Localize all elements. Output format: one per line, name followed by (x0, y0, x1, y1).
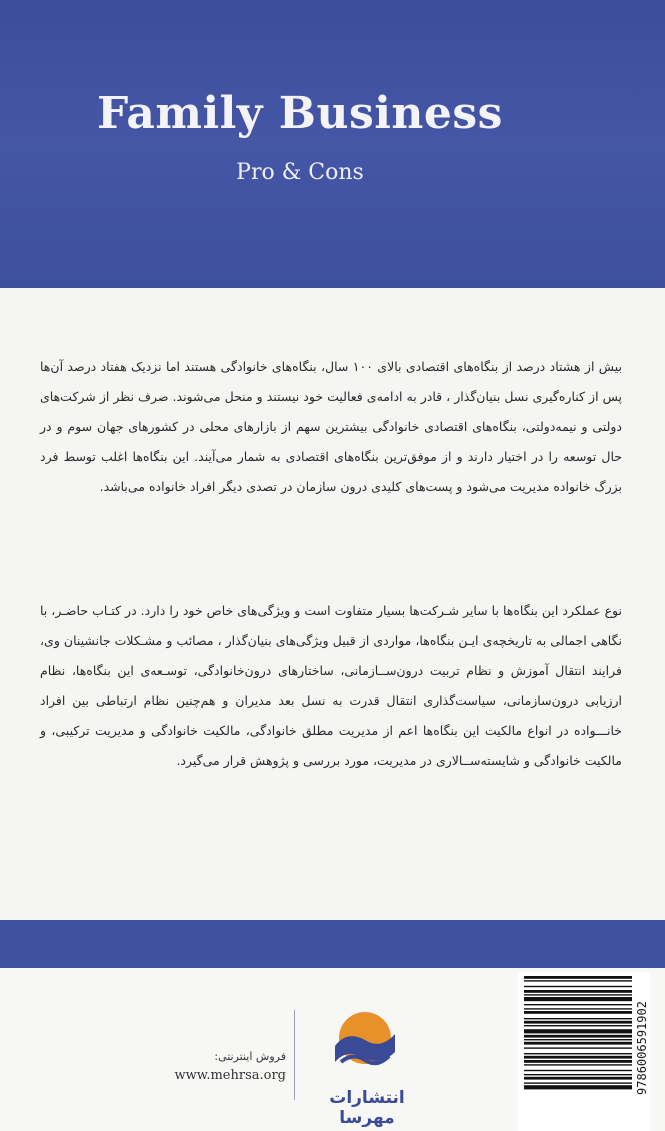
barcode-bar (524, 976, 632, 979)
barcode-bar (524, 1004, 632, 1005)
barcode-bar (524, 1021, 632, 1024)
barcode-bar (524, 1047, 632, 1048)
blurb-paragraph-1: بیش از هشتاد درصد از بنگاه‌های اقتصادی بالای ۱۰۰ سال، بنگاه‌های خانوادگی هستند اما نزدیک هفتاد درصد آن‌ها پس از کناره‌گیری نسل بنیان‌گذار ، قادر به ادامه‌ی فعالیت خود نیستند و منحل می‌شوند. صرف نظر از شرکت‌های دولتی و نیمه‌دولتی، بنگاه‌های اقتصادی خانوادگی بیشترین سهم از بازارهای محلی در کشورهای جهان سوم و در حال توسعه را در اختیار دارند و از موفق‌ترین بنگاه‌های اقتصادی به شمار می‌آیند. این بنگاه‌ها اغلب توسط فرد بزرگ خانواده مدیریت می‌شود و پست‌های کلیدی درون سازمان در تصدی دیگر افراد خانواده می‌باشد. (40, 359, 622, 494)
barcode-bar (524, 1029, 632, 1033)
publisher-website: www.mehrsa.org (174, 1068, 286, 1083)
barcode-bar (524, 990, 632, 993)
cover-blue-strip (0, 920, 665, 968)
barcode-bar (524, 1064, 632, 1065)
barcode-bar (524, 1053, 632, 1054)
barcode-bar (524, 1082, 632, 1083)
barcode-bar (524, 1077, 632, 1080)
barcode-bars (518, 972, 636, 1131)
cover-top-band (0, 0, 665, 288)
barcode-bar (524, 997, 632, 1001)
barcode-bar (524, 986, 632, 987)
barcode-bar (524, 1085, 632, 1089)
book-subtitle: Pro & Cons (236, 160, 364, 185)
barcode-bar (524, 1042, 632, 1045)
barcode (518, 972, 650, 1131)
barcode-number: 9786006591902 (635, 1001, 649, 1095)
barcode-bar (524, 1018, 632, 1019)
barcode-bar (524, 1070, 632, 1071)
barcode-bar (524, 1039, 632, 1040)
barcode-bar (524, 1008, 632, 1009)
footer-divider (294, 1010, 295, 1100)
barcode-bar (524, 1035, 632, 1038)
barcode-bar (524, 1011, 632, 1014)
barcode-bar (524, 1060, 632, 1063)
barcode-bar (524, 1056, 632, 1059)
barcode-bar (524, 1074, 632, 1075)
book-title: Family Business (97, 88, 503, 139)
barcode-bar (524, 994, 632, 995)
online-sales-label: فروش اینترنتی: (214, 1050, 286, 1063)
barcode-bar (524, 1025, 632, 1026)
barcode-bar (524, 980, 632, 981)
publisher-name: انتشارات مهرسا (329, 1088, 405, 1128)
blurb-paragraph-2: نوع عملکرد این بنگاه‌ها با سایر شـرکت‌ها بسیار متفاوت است و ویژگی‌های خاص خود را دارد. در کتـاب حاضـر، با نگاهی اجمالی به تاریخچه‌ی ایـن بنگاه‌ها، مواردی از قبیل ویژگی‌های بنیان‌گذار ، مصائب و مشـکلات جانشینان وی، فرایند انتقال آموزش و نظام تربیت درون‌ســازمانی، ساختارهای درون‌خانوادگی، توسـعه‌ی این بنگاه‌ها، نظام ارزیابی درون‌سازمانی، سیاست‌گذاری انتقال قدرت به نسل بعد مدیران و هم‌چنین نظام ارتباطی بین افراد خانـــواده در انواع مالکیت این بنگاه‌ها اعم از مدیریت مطلق خانوادگی، مالکیت خانوادگی و مدیریت ترکیبی، و مالکیت خانوادگی و شایسته‌ســالاری در مدیریت، مورد بررسی و پژوهش قرار می‌گیرد. (40, 603, 622, 768)
